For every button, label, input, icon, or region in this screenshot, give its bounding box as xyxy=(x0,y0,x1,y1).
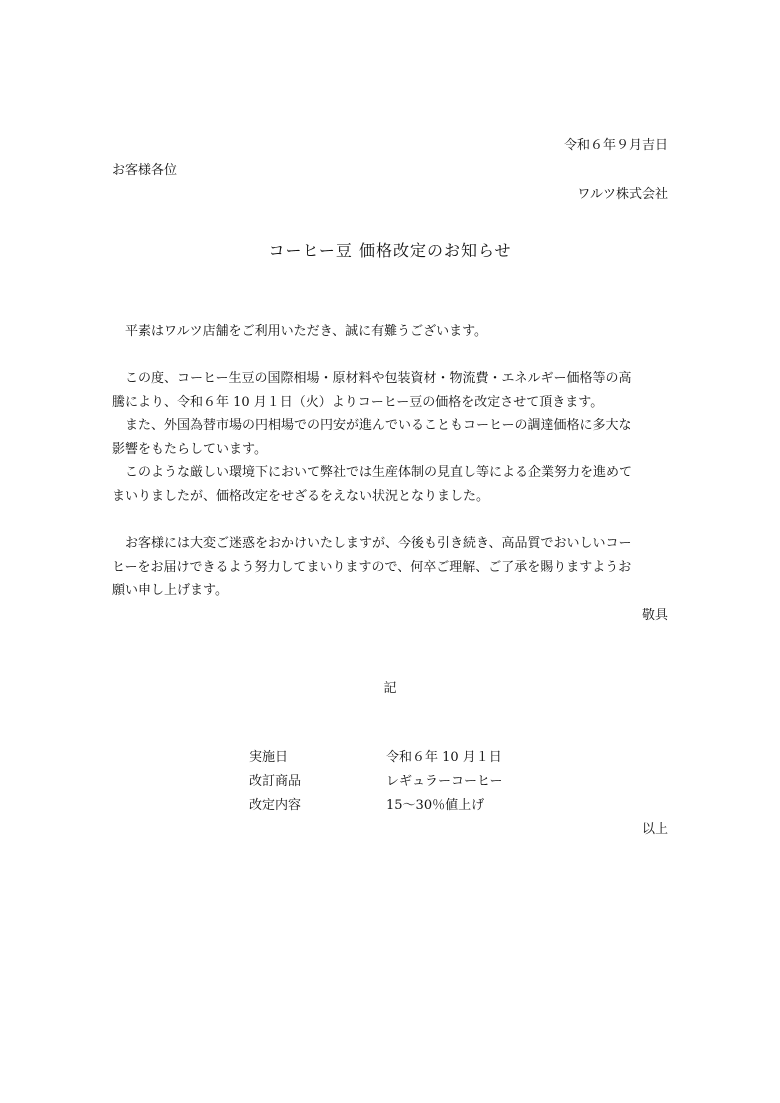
detail-label: 実施日 xyxy=(249,750,289,765)
body-line: ヒーをお届けできるよう努力してまいりますので、何卒ご理解、ご了承を賜りますようお xyxy=(112,559,632,575)
body-paragraph-3 xyxy=(112,461,668,508)
detail-label: 改定内容 xyxy=(249,798,302,813)
addressee: お客様各位 xyxy=(112,163,178,178)
body-line: この度、コーヒー生豆の国際相場・原材料や包装資材・物流費・エネルギー価格等の高 xyxy=(125,371,632,386)
details-heading: 記 xyxy=(383,681,397,696)
body-line: また、外国為替市場の円相場での円安が進んでいることもコーヒーの調達価格に多大な xyxy=(125,418,632,433)
greeting-paragraph xyxy=(112,320,668,344)
greeting-line: 平素はワルツ店舗をご利用いただき、誠に有難うございます。 xyxy=(125,324,488,339)
body-line: まいりましたが、価格改定をせざるをえない状況となりました。 xyxy=(112,488,490,504)
body-line: このような厳しい環境下において弊社では生産体制の見直し等による企業努力を進めて xyxy=(125,465,633,480)
body-line: 願い申し上げます。 xyxy=(112,583,228,598)
body-paragraph-4 xyxy=(112,532,668,603)
detail-value: 令和６年 10 月１日 xyxy=(386,750,502,765)
document-title: コーヒー豆 価格改定のお知らせ xyxy=(268,241,512,260)
body-line: 騰により、令和６年 10 月１日（火）よりコーヒー豆の価格を改定させて頂きます。 xyxy=(112,394,604,410)
detail-row xyxy=(0,794,780,814)
detail-row xyxy=(0,746,780,766)
detail-value: 15～30％値上げ xyxy=(386,798,485,813)
detail-value: レギュラーコーヒー xyxy=(386,774,503,789)
body-paragraph-1 xyxy=(112,367,668,414)
issue-date: 令和６年９月吉日 xyxy=(563,138,668,153)
end-mark: 以上 xyxy=(641,822,668,837)
detail-row xyxy=(0,770,780,790)
sender-company: ワルツ株式会社 xyxy=(577,187,668,202)
detail-label: 改訂商品 xyxy=(249,774,302,789)
closing-word: 敬具 xyxy=(641,608,668,623)
body-line: お客様には大変ご迷惑をおかけいたしますが、今後も引き続き、高品質でおいしいコー xyxy=(125,536,632,551)
body-line: 影響をもたらしています。 xyxy=(112,441,267,457)
body-paragraph-2 xyxy=(112,414,668,461)
